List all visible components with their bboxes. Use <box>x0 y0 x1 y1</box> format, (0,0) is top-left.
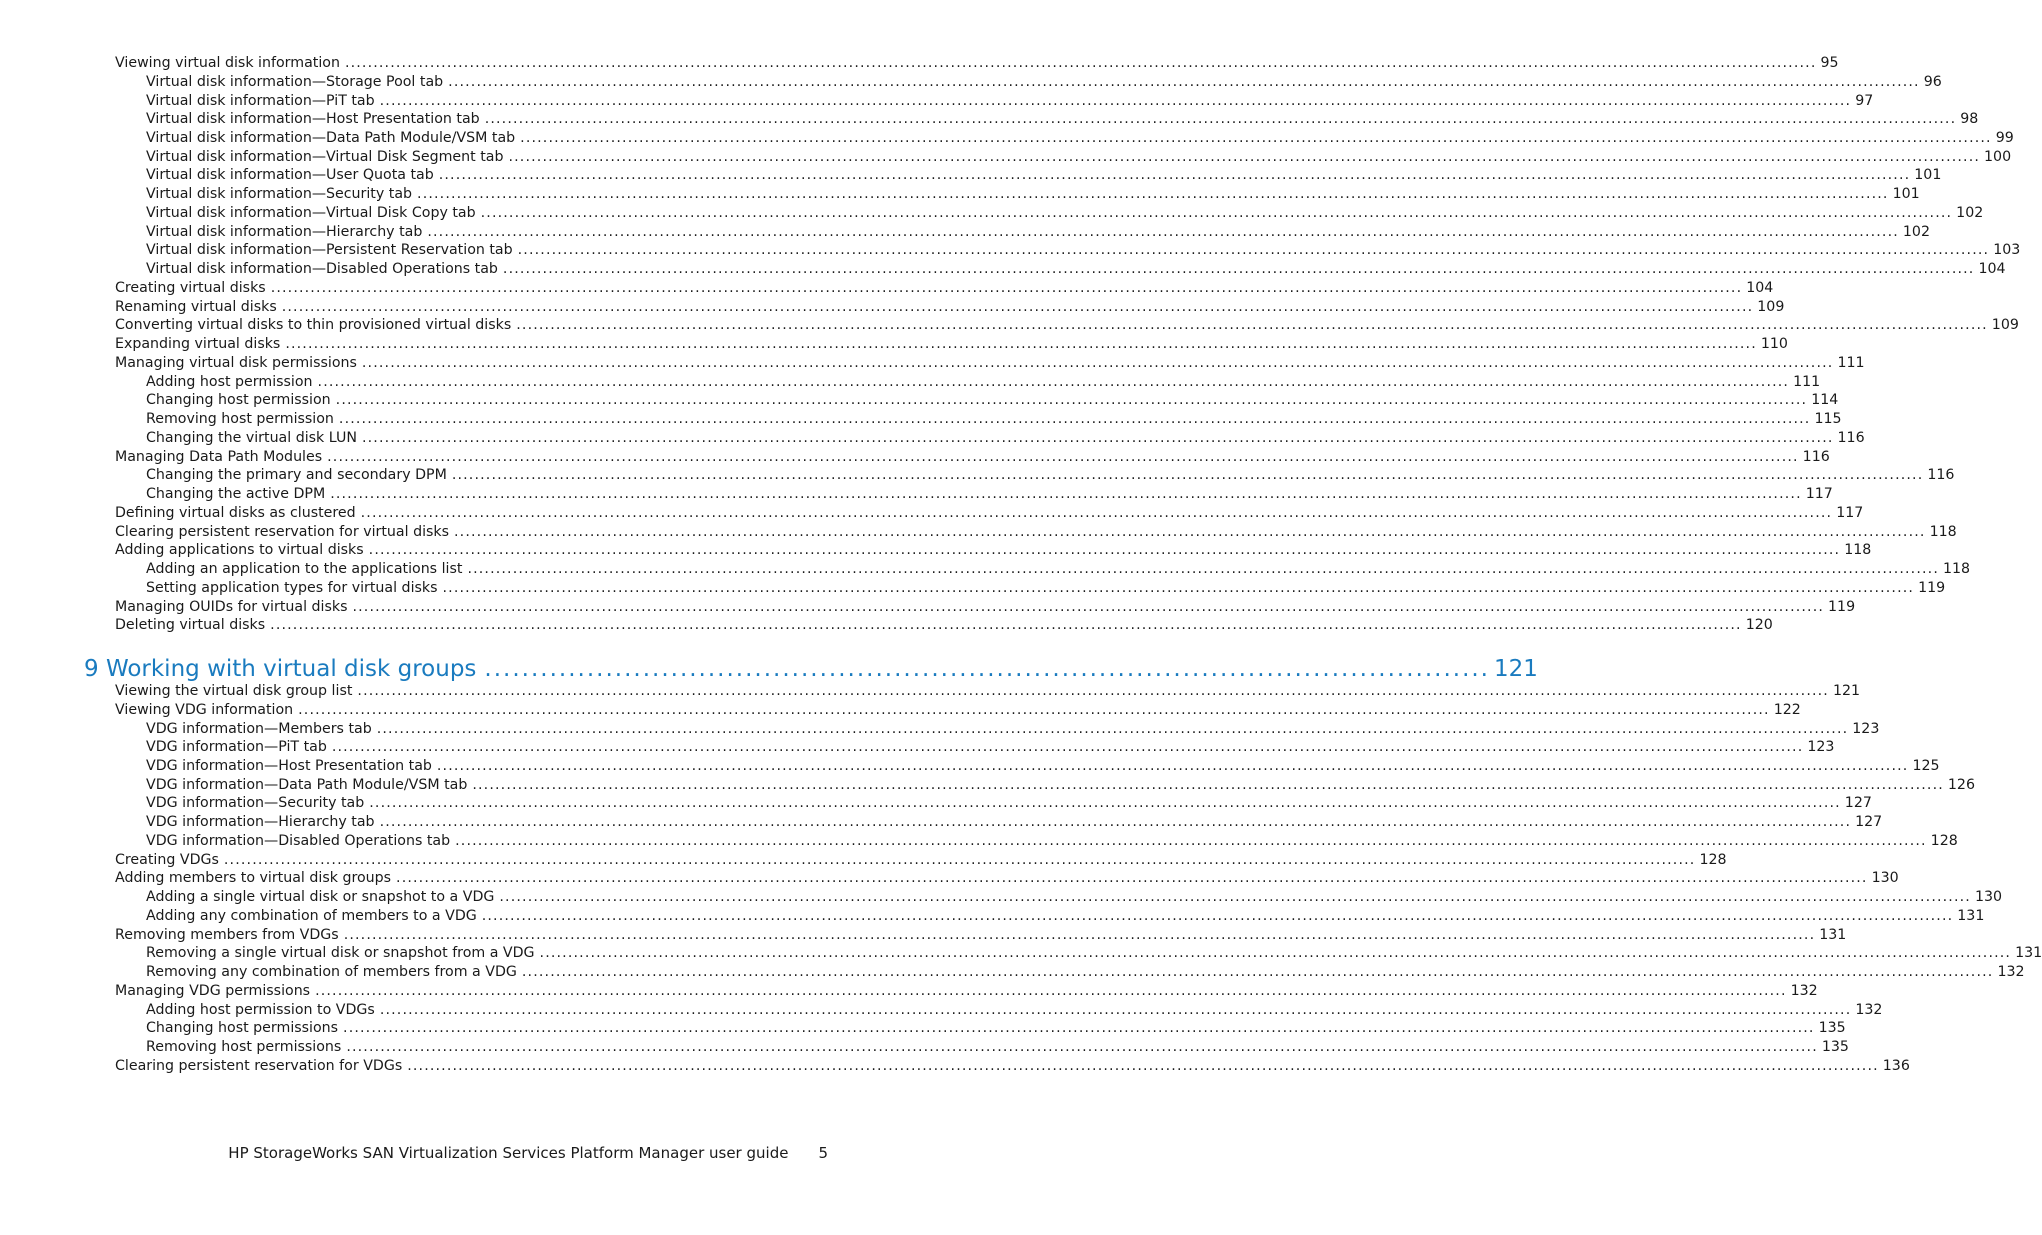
toc-entry[interactable] <box>146 92 1874 110</box>
toc-entry-title: VDG information—Disabled Operations tab <box>146 832 451 849</box>
toc-entry[interactable] <box>146 410 1842 428</box>
toc-entry[interactable] <box>146 391 1839 409</box>
toc-entry-title: VDG information—PiT tab <box>146 739 327 756</box>
toc-entry-title: VDG information—Hierarchy tab <box>146 814 375 831</box>
toc-entry[interactable] <box>146 73 1942 91</box>
toc-entry-page-number: 123 <box>1852 720 1880 737</box>
toc-entry-page-number: 118 <box>1942 561 1971 577</box>
toc-entry[interactable] <box>146 429 1865 447</box>
toc-entry[interactable] <box>146 757 1940 775</box>
toc-entry-page-number: 111 <box>1793 373 1821 390</box>
dot-leader: .................................................................................................................................................................................................................................................................... <box>481 907 1954 924</box>
toc-entry-title: Managing virtual disk permissions <box>115 354 357 371</box>
toc-entry-page-number: 132 <box>1997 964 2025 981</box>
dot-leader: .................................................................................................................................................................................................................................................................... <box>223 851 1696 868</box>
dot-leader: .................................................................................................................................................................................................................................................................... <box>298 701 1770 718</box>
toc-entry-page-number: 104 <box>1978 261 2006 278</box>
toc-entry-title: Adding any combination of members to a VDG <box>146 907 477 924</box>
toc-entry-title: Virtual disk information—Storage Pool tab <box>146 73 444 90</box>
toc-entry-page-number: 97 <box>1855 92 1874 109</box>
dot-leader: .................................................................................................................................................................................................................................................................... <box>285 336 1757 353</box>
toc-entry-page-number: 109 <box>1991 317 2019 334</box>
toc-entry-page-number: 115 <box>1814 411 1842 428</box>
chapter-title: 9 Working with virtual disk groups <box>84 656 477 682</box>
dot-leader: .................................................................................................................................................................................................................................................................... <box>539 945 2012 962</box>
toc-entry-page-number: 131 <box>1819 926 1847 943</box>
toc-entry-page-number: 96 <box>1923 73 1942 90</box>
toc-entry[interactable] <box>146 260 2006 278</box>
dot-leader: .................................................................................................................................................................................................................................................................... <box>344 55 1817 71</box>
toc-entry-page-number: 119 <box>1918 579 1946 596</box>
dot-leader: .................................................................................................................................................................................................................................................................... <box>396 870 1868 887</box>
dot-leader: .................................................................................................................................................................................................................................................................... <box>317 373 1790 390</box>
dot-leader: .................................................................................................................................................................................................................................................................... <box>484 111 1957 128</box>
toc-entry-title: Defining virtual disks as clustered <box>115 504 356 521</box>
toc-entry-page-number: 125 <box>1912 758 1940 774</box>
toc-entry-page-number: 136 <box>1882 1057 1910 1074</box>
toc-entry-page-number: 126 <box>1947 776 1975 793</box>
toc-entry[interactable] <box>115 541 1872 559</box>
toc-entry-title: Changing the primary and secondary DPM <box>146 467 447 484</box>
toc-entry-title: VDG information—Data Path Module/VSM tab <box>146 776 468 793</box>
toc-entry-title: Removing host permission <box>146 411 334 428</box>
dot-leader: .................................................................................................................................................................................................................................................................... <box>502 261 1975 278</box>
page-footer <box>228 1143 828 1163</box>
toc-entry[interactable] <box>146 148 2012 166</box>
toc-entry[interactable] <box>146 963 2025 981</box>
toc-entry-title: Converting virtual disks to thin provisioned virtual disks <box>115 317 512 334</box>
toc-entry[interactable] <box>146 1038 1849 1056</box>
toc-entry[interactable] <box>115 448 1830 466</box>
dot-leader: .................................................................................................................................................................................................................................................................... <box>335 392 1808 409</box>
toc-entry-title: Setting application types for virtual disks <box>146 579 438 596</box>
toc-entry[interactable] <box>146 129 2014 147</box>
dot-leader: .................................................................................................................................................................................................................................................................... <box>376 720 1849 737</box>
toc-entry-title: Virtual disk information—User Quota tab <box>146 167 434 184</box>
toc-entry-title: Changing host permission <box>146 392 331 409</box>
toc-entry[interactable] <box>146 738 1835 756</box>
toc-entry[interactable] <box>115 616 1773 634</box>
dot-leader: .................................................................................................................................................................................................................................................................... <box>368 542 1841 559</box>
toc-entry-page-number: 121 <box>1832 683 1861 699</box>
toc-entry[interactable] <box>115 982 1818 1000</box>
toc-entry-page-number: 114 <box>1811 392 1839 409</box>
toc-entry-title: Managing VDG permissions <box>115 982 311 999</box>
chapter-heading-link[interactable] <box>84 654 1538 684</box>
toc-entry[interactable] <box>146 579 1946 597</box>
toc-entry-page-number: 118 <box>1929 523 1957 540</box>
toc-entry[interactable] <box>146 110 1979 128</box>
toc-entry-page-number: 120 <box>1745 617 1773 634</box>
toc-entry[interactable] <box>115 682 1861 700</box>
toc-entry[interactable] <box>146 813 1883 831</box>
dot-leader: .................................................................................................................................................................................................................................................................... <box>361 354 1834 371</box>
toc-entry-page-number: 119 <box>1828 598 1856 615</box>
toc-entry-page-number: 118 <box>1844 542 1872 559</box>
dot-leader: .................................................................................................................................................................................................................................................................... <box>343 926 1816 943</box>
toc-entry-title: Creating virtual disks <box>115 279 266 296</box>
toc-entry-page-number: 128 <box>1699 851 1727 868</box>
toc-entry-page-number: 135 <box>1821 1039 1849 1056</box>
dot-leader: .................................................................................................................................................................................................................................................................... <box>451 467 1924 484</box>
toc-entry-page-number: 100 <box>1984 148 2012 165</box>
toc-entry-title: Creating VDGs <box>115 851 219 868</box>
toc-entry-title: VDG information—Host Presentation tab <box>146 758 432 774</box>
toc-entry[interactable] <box>115 523 1957 541</box>
toc-entry-title: Virtual disk information—Data Path Module/VSM tab <box>146 130 516 146</box>
toc-entry-title: Virtual disk information—Hierarchy tab <box>146 223 423 240</box>
toc-entry-title: Changing the virtual disk LUN <box>146 429 357 446</box>
toc-entry-page-number: 131 <box>2015 945 2042 962</box>
dot-leader: .................................................................................................................................................................................................................................................................... <box>516 317 1988 334</box>
toc-entry[interactable] <box>146 907 1985 925</box>
toc-entry-page-number: 98 <box>1960 111 1979 128</box>
toc-entry-page-number: 127 <box>1855 814 1883 831</box>
dot-leader: .................................................................................................................................................................................................................................................................... <box>517 242 1990 259</box>
toc-entry-page-number: 101 <box>1914 167 1942 184</box>
toc-entry-page-number: 123 <box>1807 739 1835 756</box>
toc-entry[interactable] <box>115 504 1864 522</box>
toc-entry-page-number: 127 <box>1844 795 1872 812</box>
toc-entry-title: Removing host permissions <box>146 1039 342 1056</box>
dot-leader: .................................................................................................................................................................................................................................................................... <box>520 130 1992 146</box>
toc-entry[interactable] <box>146 776 1975 794</box>
toc-entry-page-number: 132 <box>1790 982 1818 999</box>
dot-leader: .................................................................................................................................................................................................................................................................... <box>281 298 1754 315</box>
toc-entry[interactable] <box>146 466 1955 484</box>
footer-document-title: HP StorageWorks SAN Virtualization Services Platform Manager user guide <box>228 1144 789 1162</box>
dot-leader: .................................................................................................................................................................................................................................................................... <box>270 279 1743 296</box>
toc-entry-title: Viewing VDG information <box>115 701 294 718</box>
toc-entry-title: Renaming virtual disks <box>115 298 277 315</box>
toc-entry-page-number: 116 <box>1837 429 1865 446</box>
dot-leader: .................................................................................................................................................................................................................................................................... <box>315 982 1787 999</box>
toc-entry-title: Viewing virtual disk information <box>115 55 340 71</box>
toc-entry-title: Virtual disk information—Disabled Operations tab <box>146 261 498 278</box>
toc-entry-page-number: 101 <box>1892 186 1920 203</box>
toc-entry-page-number: 130 <box>1974 889 2003 906</box>
dot-leader: .................................................................................................................................................................................................................................................................... <box>436 758 1909 774</box>
toc-entry-page-number: 132 <box>1855 1001 1883 1018</box>
footer-page-number: 5 <box>818 1144 828 1162</box>
toc-entry[interactable] <box>146 1001 1883 1019</box>
toc-entry-page-number: 130 <box>1871 870 1899 887</box>
dot-leader: .................................................................................................................................................................................................................................................................... <box>379 1001 1852 1018</box>
dot-leader: .................................................................................................................................................................................................................................................................... <box>330 486 1802 502</box>
toc-entry[interactable] <box>146 185 1920 203</box>
toc-entry[interactable] <box>146 944 2042 962</box>
toc-entry-title: Adding members to virtual disk groups <box>115 870 392 887</box>
toc-entry[interactable] <box>115 316 2019 334</box>
dot-leader: .................................................................................................................................................................................................................................................................... <box>407 1057 1879 1074</box>
dot-leader: .................................................................................................................................................................................................................................................................... <box>357 683 1829 699</box>
dot-leader: .................................................................................................................................................................................................................................................................... <box>438 167 1911 184</box>
toc-entry[interactable] <box>115 851 1727 869</box>
toc-entry-title: Removing any combination of members from a VDG <box>146 964 517 981</box>
dot-leader: .................................................................................................................................................................................................................................................................... <box>338 411 1811 428</box>
toc-entry-page-number: 116 <box>1927 467 1955 484</box>
toc-entry-page-number: 109 <box>1757 298 1785 315</box>
dot-leader: .................................................................................................................................................................................................................................................................... <box>427 223 1899 240</box>
toc-entry[interactable] <box>115 701 1801 719</box>
toc-entry-page-number: 99 <box>1995 130 2014 146</box>
toc-entry-page-number: 116 <box>1802 448 1830 465</box>
toc-entry-title: Adding an application to the applications list <box>146 561 463 577</box>
dot-leader: .................................................................................................................................................................................................................................................................... <box>369 795 1841 812</box>
dot-leader: .................................................................................................................................................................................................................................................................... <box>343 1020 1815 1037</box>
toc-entry-title: Viewing the virtual disk group list <box>115 683 353 699</box>
toc-entry-title: Changing host permissions <box>146 1020 339 1037</box>
dot-leader: ............................................................................................................ <box>484 656 1490 682</box>
toc-entry-page-number: 128 <box>1930 832 1958 849</box>
toc-entry[interactable] <box>115 298 1785 316</box>
toc-entry-title: Clearing persistent reservation for virtual disks <box>115 523 450 540</box>
toc-entry-page-number: 111 <box>1837 354 1865 371</box>
toc-entry[interactable] <box>146 166 1942 184</box>
dot-leader: .................................................................................................................................................................................................................................................................... <box>346 1039 1818 1056</box>
dot-leader: .................................................................................................................................................................................................................................................................... <box>270 617 1742 634</box>
toc-entry-title: Managing OUIDs for virtual disks <box>115 598 348 615</box>
toc-entry-page-number: 110 <box>1760 336 1788 353</box>
toc-entry-title: Virtual disk information—Persistent Reservation tab <box>146 242 513 259</box>
toc-entry[interactable] <box>115 1057 1910 1075</box>
dot-leader: .................................................................................................................................................................................................................................................................... <box>379 92 1852 109</box>
toc-entry-title: Adding a single virtual disk or snapshot to a VDG <box>146 889 495 906</box>
toc-entry[interactable] <box>115 869 1899 887</box>
toc-entry[interactable] <box>146 794 1872 812</box>
toc-entry[interactable] <box>146 888 2003 906</box>
toc-entry[interactable] <box>146 373 1821 391</box>
toc-entry[interactable] <box>146 485 1833 503</box>
dot-leader: .................................................................................................................................................................................................................................................................... <box>455 832 1927 849</box>
toc-entry-page-number: 135 <box>1818 1020 1846 1037</box>
toc-entry[interactable] <box>115 279 1774 297</box>
toc-entry-title: Deleting virtual disks <box>115 617 266 634</box>
toc-entry-page-number: 117 <box>1805 486 1833 502</box>
toc-entry[interactable] <box>115 354 1865 372</box>
toc-entry-page-number: 102 <box>1902 223 1930 240</box>
dot-leader: .................................................................................................................................................................................................................................................................... <box>361 429 1834 446</box>
toc-entry[interactable] <box>146 832 1958 850</box>
toc-entry[interactable] <box>146 204 1984 222</box>
toc-entry[interactable] <box>146 560 1971 578</box>
toc-entry-title: Virtual disk information—PiT tab <box>146 92 375 109</box>
toc-entry[interactable] <box>146 720 1880 738</box>
dot-leader: .................................................................................................................................................................................................................................................................... <box>472 776 1944 793</box>
dot-leader: .................................................................................................................................................................................................................................................................... <box>417 186 1889 203</box>
toc-entry-title: Virtual disk information—Virtual Disk Copy tab <box>146 204 476 221</box>
toc-entry[interactable] <box>115 54 1839 72</box>
dot-leader: .................................................................................................................................................................................................................................................................... <box>467 561 1939 577</box>
toc-entry-title: Changing the active DPM <box>146 486 326 502</box>
toc-entry-page-number: 131 <box>1957 907 1985 924</box>
toc-entry-title: Adding applications to virtual disks <box>115 542 364 559</box>
dot-leader: .................................................................................................................................................................................................................................................................... <box>352 598 1825 615</box>
toc-entry-title: Adding host permission to VDGs <box>146 1001 375 1018</box>
toc-entry[interactable] <box>115 335 1788 353</box>
toc-entry-page-number: 117 <box>1836 504 1864 521</box>
toc-entry[interactable] <box>115 926 1847 944</box>
toc-entry-page-number: 122 <box>1773 701 1801 718</box>
toc-entry-title: Expanding virtual disks <box>115 336 281 353</box>
dot-leader: .................................................................................................................................................................................................................................................................... <box>480 204 1953 221</box>
toc-entry-page-number: 95 <box>1820 55 1839 71</box>
dot-leader: .................................................................................................................................................................................................................................................................... <box>331 739 1804 756</box>
dot-leader: .................................................................................................................................................................................................................................................................... <box>379 814 1852 831</box>
chapter-page-number: 121 <box>1494 656 1538 682</box>
toc-entry-title: Virtual disk information—Virtual Disk Segment tab <box>146 148 504 165</box>
toc-entry-title: VDG information—Members tab <box>146 720 372 737</box>
toc-entry-page-number: 102 <box>1956 204 1984 221</box>
dot-leader: .................................................................................................................................................................................................................................................................... <box>499 889 1971 906</box>
dot-leader: .................................................................................................................................................................................................................................................................... <box>360 504 1833 521</box>
toc-entry[interactable] <box>146 223 1930 241</box>
dot-leader: .................................................................................................................................................................................................................................................................... <box>442 579 1915 596</box>
toc-entry-title: Virtual disk information—Security tab <box>146 186 413 203</box>
toc-entry[interactable] <box>146 241 2021 259</box>
toc-entry-title: Virtual disk information—Host Presentation tab <box>146 111 480 128</box>
toc-entry-page-number: 104 <box>1746 279 1774 296</box>
dot-leader: .................................................................................................................................................................................................................................................................... <box>454 523 1926 540</box>
toc-entry-title: Removing a single virtual disk or snapshot from a VDG <box>146 945 535 962</box>
toc-entry-title: VDG information—Security tab <box>146 795 365 812</box>
dot-leader: .................................................................................................................................................................................................................................................................... <box>448 73 1920 90</box>
toc-entry-title: Removing members from VDGs <box>115 926 339 943</box>
dot-leader: .................................................................................................................................................................................................................................................................... <box>521 964 1994 981</box>
toc-entry-title: Clearing persistent reservation for VDGs <box>115 1057 403 1074</box>
toc-entry-title: Adding host permission <box>146 373 313 390</box>
toc-entry-title: Managing Data Path Modules <box>115 448 323 465</box>
dot-leader: .................................................................................................................................................................................................................................................................... <box>327 448 1799 465</box>
dot-leader: .................................................................................................................................................................................................................................................................... <box>508 148 1981 165</box>
toc-entry[interactable] <box>146 1019 1846 1037</box>
toc-entry[interactable] <box>115 598 1856 616</box>
toc-entry-page-number: 103 <box>1993 242 2021 259</box>
